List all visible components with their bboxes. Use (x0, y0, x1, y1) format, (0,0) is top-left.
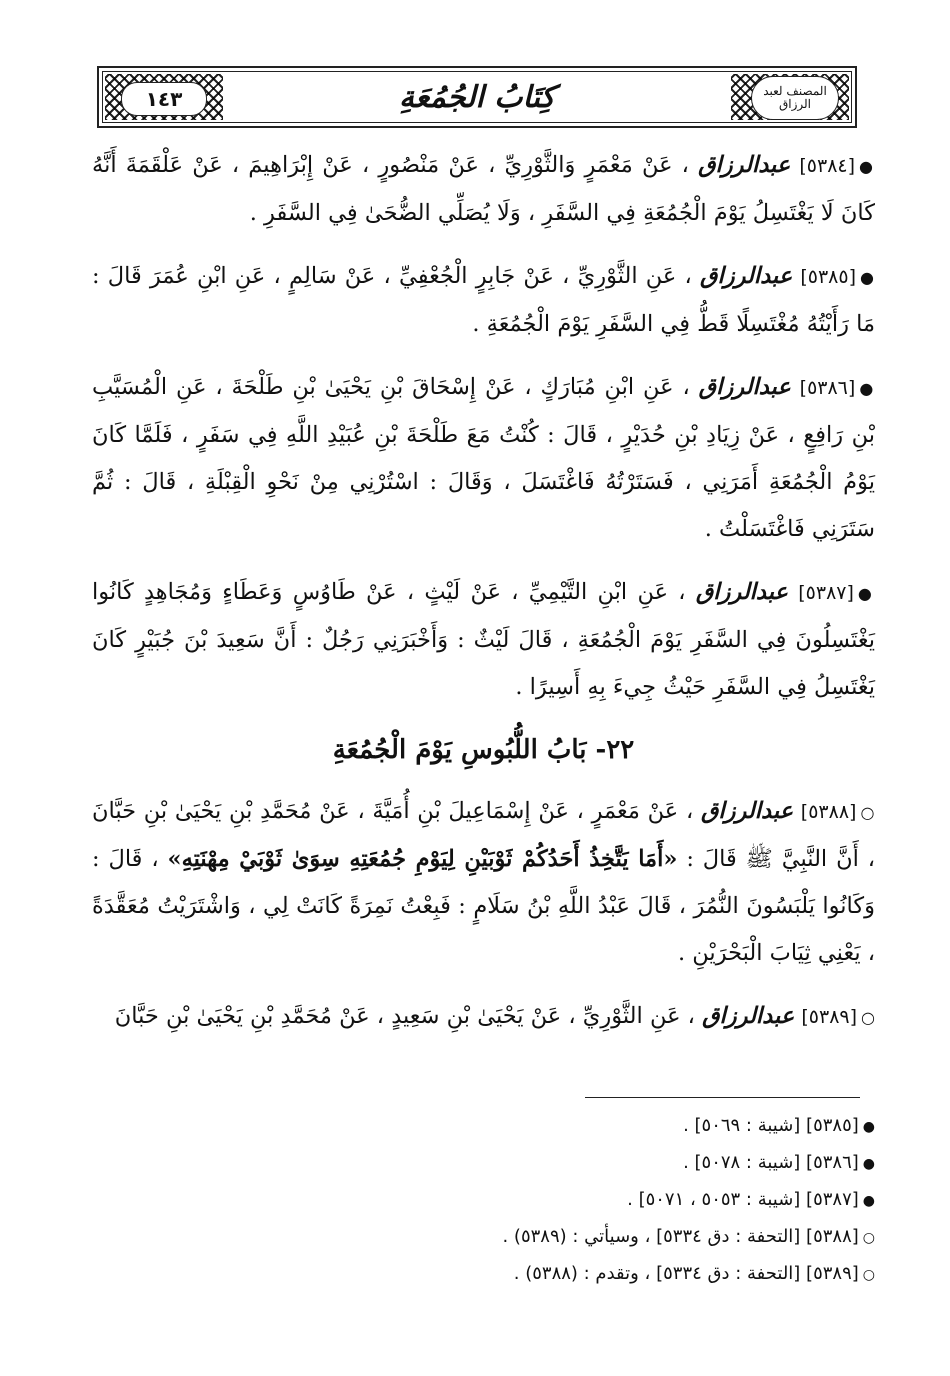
footnote-marker: ● (862, 1119, 875, 1135)
page-number: ١٤٣ (121, 82, 207, 116)
author-name: عبدالرزاق (702, 1003, 795, 1029)
hadith-entry (92, 253, 875, 348)
footnote-marker: ○ (862, 1230, 875, 1246)
footnote-item (92, 1219, 875, 1256)
entry-marker: ● (860, 268, 876, 287)
footnote-item (92, 1145, 875, 1182)
hadith-number: [٥٣٨٤] (799, 155, 856, 177)
hadith-number: [٥٣٨٥] (800, 266, 856, 288)
entry-marker: ○ (860, 803, 875, 822)
hadith-number: [٥٣٨٨] (800, 801, 857, 823)
hadith-number: [٥٣٨٩] (801, 1006, 858, 1028)
hadith-entry (92, 993, 875, 1041)
author-name: عبدالرزاق (698, 152, 791, 178)
footnote-item (92, 1256, 875, 1293)
hadith-entry (92, 142, 875, 237)
author-name: عبدالرزاق (695, 579, 788, 605)
footnote-marker: ● (862, 1193, 875, 1209)
hadith-entry (92, 364, 875, 553)
footnote-separator (585, 1097, 860, 1098)
hadith-entry (92, 788, 875, 977)
footnote-text: [٥٣٨٥] [شيبة : ٥٠٦٩] . (683, 1115, 859, 1136)
author-name: عبدالرزاق (698, 374, 791, 400)
footnote-text: [٥٣٨٦] [شيبة : ٥٠٧٨] . (683, 1152, 859, 1173)
author-name: عبدالرزاق (700, 263, 793, 289)
footnotes (92, 1108, 875, 1293)
chapter-heading: ٢٢- بَابُ اللُّبُوسِ يَوْمَ الْجُمُعَةِ (332, 735, 635, 765)
author-name: عبدالرزاق (700, 798, 794, 824)
hadith-text: ، عَنِ الثَّوْرِيِّ ، عَنْ يَحْيَىٰ بْنِ سَعِيدٍ ، عَنْ مُحَمَّدِ بْنِ يَحْيَىٰ بْنِ حَبَّانَ (114, 1003, 695, 1029)
entry-marker: ● (859, 157, 876, 176)
book-title: كِتَابُ الجُمُعَةِ (369, 80, 585, 115)
footnote-text: [٥٣٨٨] [التحفة : دق ٥٣٣٤] ، وسيأتي : (٥٣٨٩) . (502, 1226, 859, 1247)
footnote-marker: ○ (862, 1267, 875, 1283)
footnote-text: [٥٣٨٧] [شيبة : ٥٠٥٣ ، ٥٠٧١] . (627, 1189, 859, 1210)
hadith-text: ، عَنِ الثَّوْرِيِّ ، عَنْ جَابِرٍ الْجُعْفِيِّ ، عَنْ سَالِمٍ ، عَنِ ابْنِ عُمَرَ قَالَ : مَا رَأَيْتُهُ مُغْتَسِلًا قَطُّ فِي السَّفَرِ يَوْمَ الْجُمُعَةِ . (92, 263, 875, 337)
hadith-text: ، عَنِ ابْنِ التَّيْمِيِّ ، عَنْ لَيْثٍ ، عَنْ طَاوُسٍ وَعَطَاءٍ وَمُجَاهِدٍ كَانُوا يَغْتَسِلُونَ فِي السَّفَرِ يَوْمَ الْجُمُعَةِ ، قَالَ لَيْثٌ : وَأَخْبَرَنِي رَجُلٌ : أَنَّ سَعِيدَ بْنَ جُبَيْرٍ كَانَ يَغْتَسِلُ فِي السَّفَرِ حَيْثُ جِيءَ بِهِ أَسِيرًا . (92, 579, 875, 700)
footnote-text: [٥٣٨٩] [التحفة : دق ٥٣٣٤] ، وتقدم : (٥٣٨٨) . (513, 1263, 859, 1284)
entry-marker: ● (859, 379, 876, 398)
prophet-quote: «أَمَا يَتَّخِذُ أَحَدُكُمْ ثَوْبَيْنِ لِيَوْمِ جُمُعَتِهِ سِوَىٰ ثَوْبَيْ مِهْنَتِهِ» (167, 846, 678, 872)
hadith-number: [٥٣٨٦] (799, 377, 856, 399)
hadith-text: ، عَنْ مَعْمَرٍ وَالثَّوْرِيِّ ، عَنْ مَنْصُورٍ ، عَنْ إِبْرَاهِيمَ ، عَنْ عَلْقَمَةَ أَنَّهُ كَانَ لَا يَغْتَسِلُ يَوْمَ الْجُمُعَةِ فِي السَّفَرِ ، وَلَا يُصَلِّي الضُّحَىٰ فِي السَّفَرِ . (92, 152, 875, 226)
hadith-entry (92, 569, 875, 711)
main-text (92, 142, 875, 1057)
footnote-marker: ● (862, 1156, 875, 1172)
publisher-logo: المصنف لعبد الرزاق (751, 76, 839, 120)
footnote-item (92, 1182, 875, 1219)
hadith-text: ، عَنِ ابْنِ مُبَارَكٍ ، عَنْ إِسْحَاقَ بْنِ يَحْيَىٰ بْنِ طَلْحَةَ ، عَنِ الْمُسَيَّبِ بْنِ رَافِعٍ ، عَنْ زِيَادِ بْنِ حُدَيْرٍ ، قَالَ : كُنْتُ مَعَ طَلْحَةَ بْنِ عُبَيْدِ اللَّهِ فِي سَفَرٍ ، فَلَمَّا كَانَ يَوْمُ الْجُمُعَةِ أَمَرَنِي ، فَسَتَرْتُهُ فَاغْتَسَلَ ، وَقَالَ : اسْتُرْنِي مِنْ نَحْوِ الْقِبْلَةِ ، قَالَ : ثُمَّ سَتَرَنِي فَاغْتَسَلْتُ . (92, 374, 875, 542)
entry-marker: ● (857, 584, 875, 603)
page-header (97, 66, 857, 128)
footnote-item (92, 1108, 875, 1145)
entry-marker: ○ (861, 1008, 875, 1027)
hadith-text-continued: ، قَالَ : وَكَانُوا يَلْبَسُونَ النُّمُرَ ، قَالَ عَبْدُ اللَّهِ بْنُ سَلَامٍ : فَبِعْتُ نَمِرَةً كَانَتْ لِي ، وَاشْتَرَيْتُ مُعَقَّدَةً ، يَعْنِي ثِيَابَ الْبَحْرَيْنِ . (92, 846, 875, 966)
hadith-text: ، عَنْ مَعْمَرٍ ، عَنْ إِسْمَاعِيلَ بْنِ أُمَيَّةَ ، عَنْ مُحَمَّدِ بْنِ يَحْيَىٰ بْنِ حَبَّانَ ، أَنَّ النَّبِيَّ ﷺ قَالَ : (92, 798, 876, 872)
hadith-number: [٥٣٨٧] (798, 582, 854, 604)
